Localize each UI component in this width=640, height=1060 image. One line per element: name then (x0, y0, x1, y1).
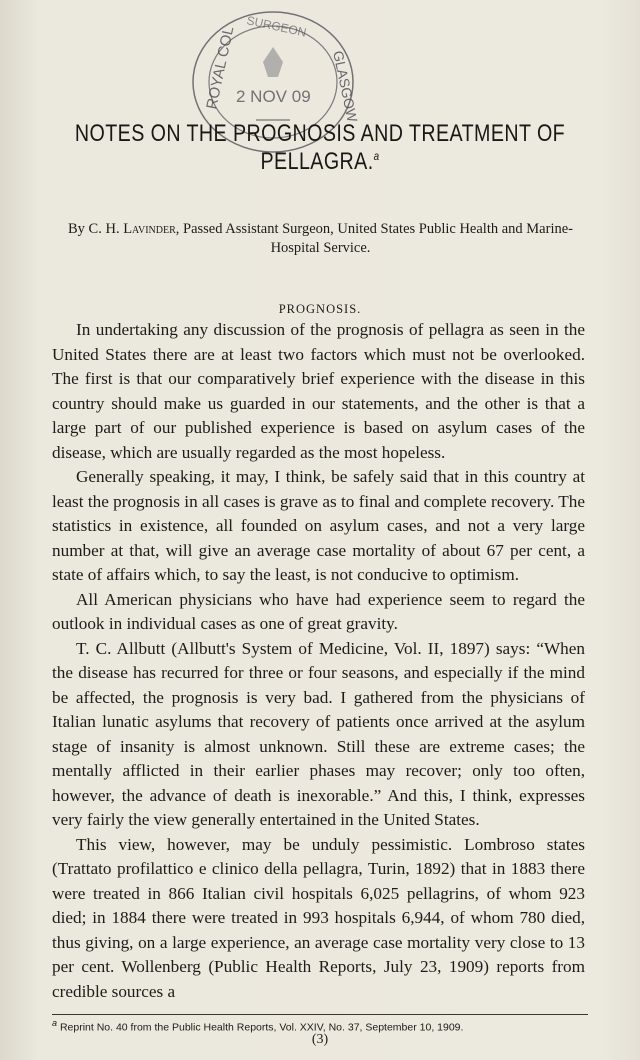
title-footnote-marker: a (373, 149, 380, 163)
footnote-text: Reprint No. 40 from the Public Health Reports, Vol. XXIV, No. 37, September 10, 1909. (59, 1021, 464, 1034)
paragraph: This view, however, may be unduly pessimistic. Lombroso states (Trattato profilattico e clinico della pellagra, Turin, 1892) that in 1883 there were treated in 866 Italian civil hospitals 6,025 pellagrins, of whom 923 died; in 1884 there were treated in 993 hospitals 6,944, of whom 780 died, thus giving, on a large experience, an average case mortality very close to 13 per cent. Wollenberg (Public Health Reports, July 23, 1909) reports from credible sources a (52, 834, 585, 1001)
stamp-date: 2 NOV 09 (236, 87, 311, 106)
paragraph: T. C. Allbutt (Allbutt's System of Medicine, Vol. II, 1897) says: “When the disease has recurred for three or four seasons, and especially if the mind be affected, the prognosis is very bad. I gathered from the physicians of Italian lunatic asylums that recovery of patients once arrived at the asylum stage of insanity is almost unknown. Still these are extreme cases; the mentally afflicted in their earlier phases may recover; only too often, however, the advance of death is inexorable.” And this, I think, expresses very fairly the view generally entertained in the United States. (52, 638, 585, 829)
stamp-right-text: GLASGOW (330, 49, 361, 124)
article-title (58, 120, 583, 176)
stamp-left-text: ROYAL COL (203, 24, 238, 111)
stamp-emblem-icon (263, 47, 283, 77)
page-number: (3) (311, 1032, 329, 1047)
footnote-marker: a (52, 1018, 58, 1028)
paragraph: Generally speaking, it may, I think, be safely said that in this country at least the prognosis in all cases is grave as to final and complete recovery. The statistics in existence, all founded on asylum cases, and not a very large number at that, will give an average case mortality of about 67 per cent, a state of affairs which, to say the least, is not conducive to optimism. (52, 467, 585, 584)
footnote-divider (52, 1014, 588, 1015)
byline-prefix: By (68, 221, 85, 237)
stamp-top-text: SURGEON (245, 13, 308, 40)
paragraph: All American physicians who have had experience seem to regard the outlook in individual cases as one of great gravity. (52, 589, 585, 633)
title-text: NOTES ON THE PROGNOSIS AND TREATMENT OF PELLAGRA. (74, 120, 566, 175)
article-body (52, 318, 585, 1004)
section-heading: PROGNOSIS. (278, 302, 362, 316)
author-affiliation: Passed Assistant Surgeon, United States Public Health and Marine-Hospital Service. (183, 221, 573, 256)
author-name: C. H. Lavinder, (88, 221, 180, 237)
byline (58, 220, 583, 258)
paragraph: In undertaking any discussion of the prognosis of pellagra as seen in the United States there are at least two factors which must not be overlooked. The first is that our comparatively brief experience with the disease in this country should make us guarded in our statements, and the other is that a large part of our published experience is based on asylum cases of the disease, which are usually regarded as the most hopeless. (52, 320, 585, 462)
